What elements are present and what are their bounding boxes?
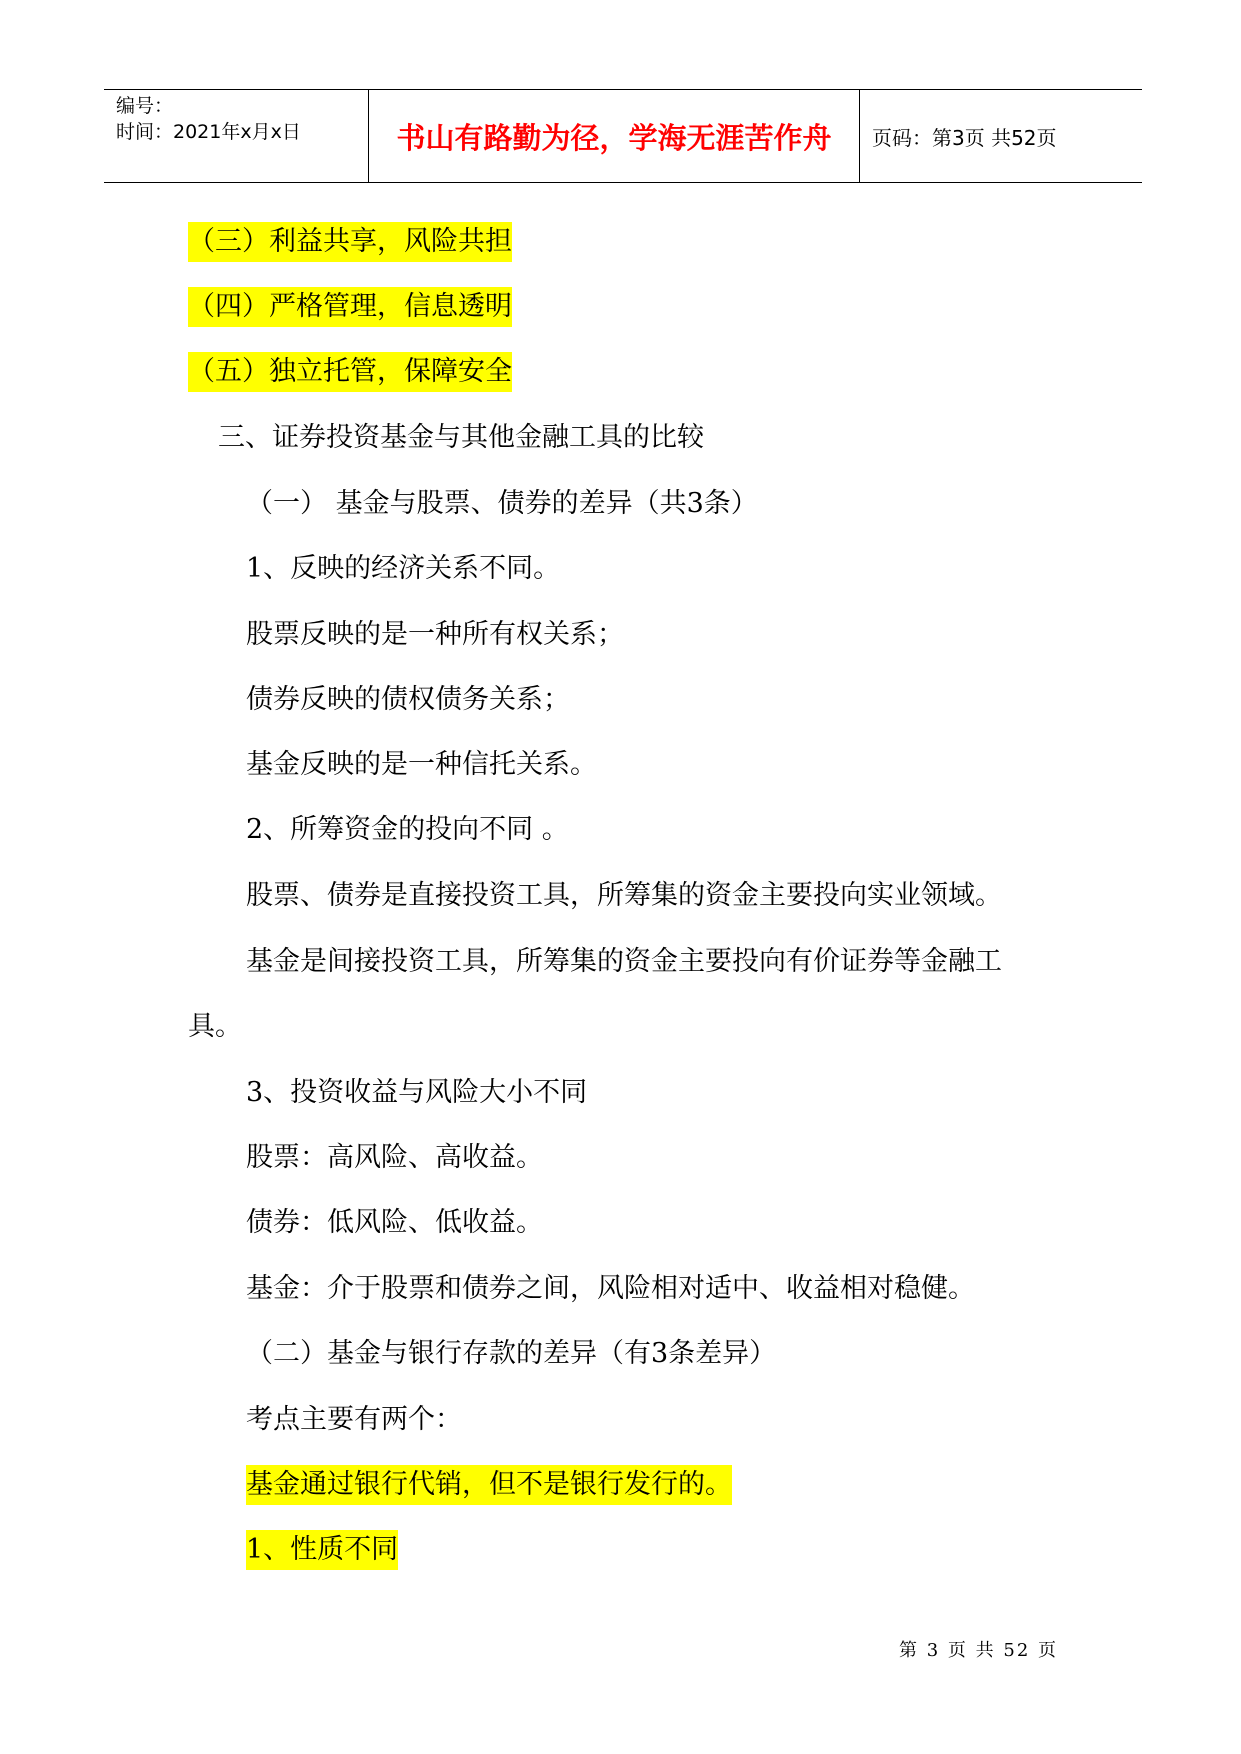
header-page-label: 页码：第3页 共52页 bbox=[872, 125, 1057, 150]
body-line: 3、投资收益与风险大小不同 bbox=[246, 1077, 588, 1108]
body-line: 股票：高风险、高收益。 bbox=[246, 1142, 543, 1173]
body-line: 基金反映的是一种信托关系。 bbox=[246, 749, 597, 780]
body-line: 债券反映的债权债务关系； bbox=[246, 684, 570, 715]
body-line: 2、所筹资金的投向不同 。 bbox=[246, 814, 569, 845]
body-line: 考点主要有两个： bbox=[246, 1404, 462, 1435]
body-line: 基金：介于股票和债券之间，风险相对适中、收益相对稳健。 bbox=[246, 1273, 975, 1304]
body-line: 债券：低风险、低收益。 bbox=[246, 1207, 543, 1238]
section-heading: 三、证券投资基金与其他金融工具的比较 bbox=[218, 422, 704, 453]
body-line: 股票、债券是直接投资工具，所筹集的资金主要投向实业领域。 bbox=[246, 880, 1002, 911]
body-line: 基金通过银行代销，但不是银行发行的。 bbox=[246, 1465, 732, 1505]
body-line: 具。 bbox=[188, 1011, 242, 1042]
page-header bbox=[104, 89, 1142, 183]
body-line: 1、性质不同 bbox=[246, 1530, 398, 1570]
header-motto: 书山有路勤为径，学海无涯苦作舟 bbox=[396, 120, 832, 155]
number-label: 编号： bbox=[116, 95, 174, 117]
body-line: （三）利益共享，风险共担 bbox=[188, 222, 512, 262]
subsection-heading: （一） 基金与股票、债券的差异（共3条） bbox=[246, 488, 758, 519]
header-divider bbox=[859, 90, 860, 182]
header-divider bbox=[368, 90, 369, 182]
time-label: 时间：2021年x月x日 bbox=[116, 121, 301, 143]
body-line: （五）独立托管，保障安全 bbox=[188, 352, 512, 392]
body-line: （四）严格管理，信息透明 bbox=[188, 287, 512, 327]
body-line: 1、反映的经济关系不同。 bbox=[246, 553, 561, 584]
header-meta bbox=[116, 90, 366, 182]
page-footer: 第 3 页 共 52 页 bbox=[899, 1640, 1058, 1661]
subsection-heading: （二）基金与银行存款的差异（有3条差异） bbox=[246, 1338, 777, 1369]
body-line: 股票反映的是一种所有权关系； bbox=[246, 619, 624, 650]
body-line: 基金是间接投资工具，所筹集的资金主要投向有价证券等金融工 bbox=[246, 946, 1002, 977]
